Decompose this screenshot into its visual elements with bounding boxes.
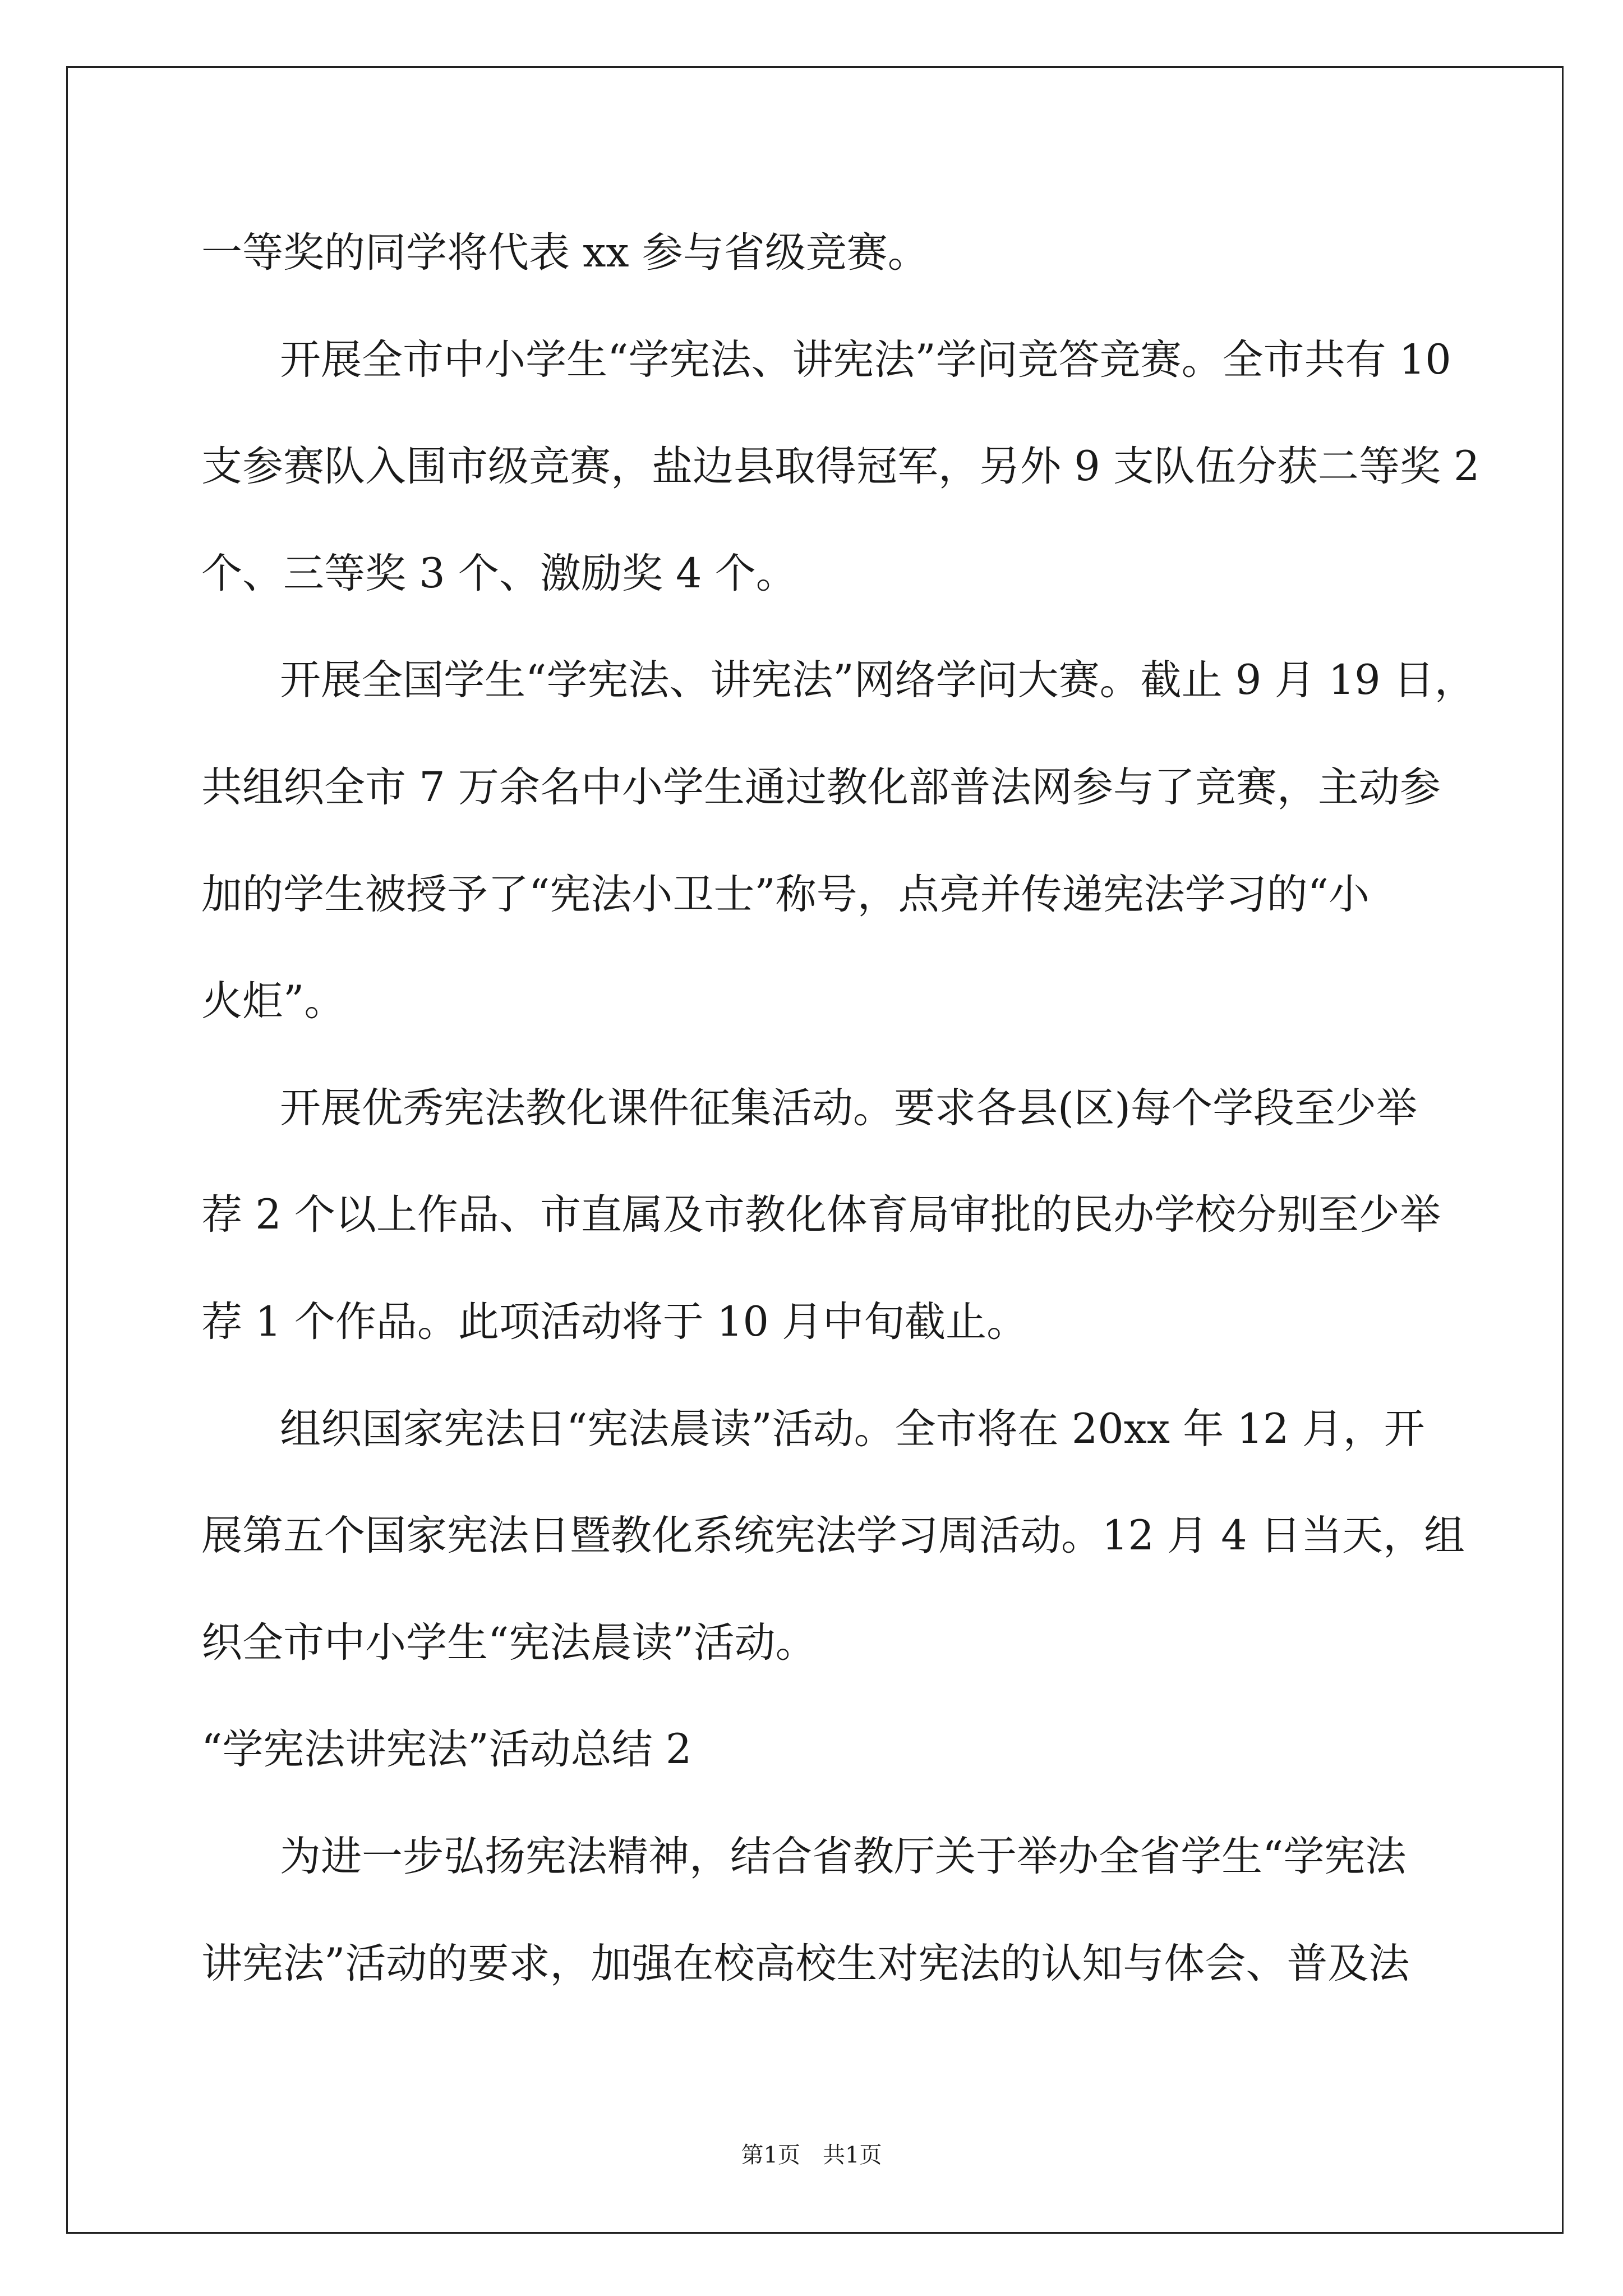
text-line: 开展优秀宪法教化课件征集活动。要求各县(区)每个学段至少举 xyxy=(280,1084,1417,1132)
page-total: 共1页 xyxy=(823,2142,882,2168)
text-line: 荐 2 个以上作品、市直属及市教化体育局审批的民办学校分别至少举 xyxy=(201,1191,1441,1239)
text-line: 个、三等奖 3 个、激励奖 4 个。 xyxy=(201,549,797,597)
paragraph xyxy=(201,627,1491,1055)
text-line: 支参赛队入围市级竞赛，盐边县取得冠军，另外 9 支队伍分获二等奖 2 xyxy=(201,443,1480,491)
text-line: 开展全国学生“学宪法、讲宪法”网络学问大赛。截止 9 月 19 日， xyxy=(280,656,1476,705)
text-line: 开展全市中小学生“学宪法、讲宪法”学问竞答竞赛。全市共有 10 xyxy=(280,335,1451,384)
text-line: 组织国家宪法日“宪法晨读”活动。全市将在 20xx 年 12 月，开 xyxy=(280,1405,1425,1453)
paragraph xyxy=(201,1803,1491,2017)
section-heading: “学宪法讲宪法”活动总结 2 xyxy=(201,1726,692,1774)
text-line: 为进一步弘扬宪法精神，结合省教厅关于举办全省学生“学宪法 xyxy=(280,1832,1407,1880)
text-line: 火炬”。 xyxy=(201,977,345,1025)
page-footer xyxy=(0,2138,1623,2172)
paragraph xyxy=(201,1376,1491,1697)
text-line: 共组织全市 7 万余名中小学生通过教化部普法网参与了竞赛，主动参 xyxy=(201,763,1441,811)
paragraph xyxy=(201,307,1491,628)
page-number: 第1页 xyxy=(741,2142,800,2168)
document-body xyxy=(201,200,1491,2017)
text-line: 一等奖的同学将代表 xx 参与省级竞赛。 xyxy=(201,229,929,277)
text-line: 加的学生被授予了“宪法小卫士”称号，点亮并传递宪法学习的“小 xyxy=(201,870,1370,918)
text-line: 展第五个国家宪法日暨教化系统宪法学习周活动。12 月 4 日当天，组 xyxy=(201,1512,1465,1560)
text-line: 织全市中小学生“宪法晨读”活动。 xyxy=(201,1618,817,1667)
paragraph xyxy=(201,200,1491,307)
text-line: 讲宪法”活动的要求，加强在校高校生对宪法的认知与体会、普及法 xyxy=(201,1939,1410,1987)
text-line: 荐 1 个作品。此项活动将于 10 月中旬截止。 xyxy=(201,1297,1028,1346)
paragraph xyxy=(201,1055,1491,1376)
